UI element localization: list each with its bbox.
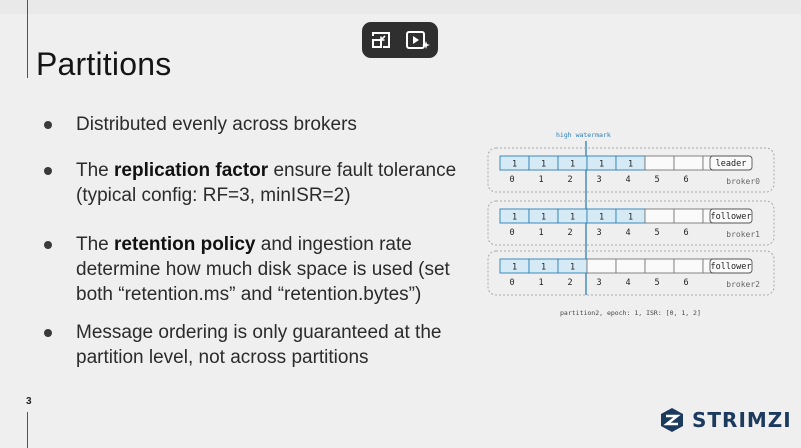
offset-label: 5 [654,278,660,288]
offset-label: 1 [538,228,544,238]
log-cell-empty [674,156,703,170]
picture-in-picture-icon [369,28,393,52]
bullet-dot [44,167,52,175]
logo-text: STRIMZI [692,408,792,432]
offset-label: 0 [509,175,515,185]
log-cell-empty [674,259,703,273]
log-cell-empty [645,259,674,273]
play-sparkle-button[interactable] [405,28,429,52]
offset-label: 3 [596,228,602,238]
offset-label: 2 [567,228,573,238]
footer-rule [27,412,28,448]
offset-label: 3 [596,175,602,185]
log-cell-empty [616,259,645,273]
top-band [0,0,801,14]
bullet-dot [44,329,52,337]
log-cell-value: 1 [511,159,518,170]
log-cell-value: 1 [511,262,518,273]
log-cell-value: 1 [569,262,576,273]
bullet-dot [44,241,52,249]
slide-title: Partitions [36,46,172,82]
play-sparkle-icon [405,28,431,52]
log-cell-value: 1 [569,212,576,223]
bullet-text: Distributed evenly across brokers [76,114,357,135]
title-rule [27,0,28,78]
offset-label: 5 [654,228,660,238]
bullet-text: The retention policy and ingestion rate determine how much disk space is used (set both “retention.ms” and “retention.bytes”) [76,234,450,305]
log-cell-value: 1 [540,212,547,223]
log-cell-value: 1 [627,212,634,223]
log-cell-empty [645,156,674,170]
log-cell-value: 1 [540,159,547,170]
broker-name-label: broker2 [726,280,760,289]
offset-label: 6 [683,228,689,238]
bold-term: retention policy [114,234,256,255]
offset-label: 0 [509,228,515,238]
bold-term: replication factor [114,160,269,181]
broker-role-label: follower [710,262,752,272]
bullet-text: Message ordering is only guaranteed at the partition level, not across partitions [76,322,442,368]
offset-label: 4 [625,278,631,288]
offset-label: 1 [538,175,544,185]
offset-label: 1 [538,278,544,288]
broker-role-label: leader [715,159,747,169]
page-number: 3 [26,396,32,407]
log-cell-empty [587,259,616,273]
log-cell-value: 1 [540,262,547,273]
log-cell-empty [674,209,703,223]
offset-label: 6 [683,278,689,288]
offset-label: 2 [567,278,573,288]
log-cell-value: 1 [598,159,605,170]
bullet-dot [44,121,52,129]
partition-caption: partition2, epoch: 1, ISR: [0, 1, 2] [560,309,701,317]
watermark-label: high watermark [556,131,611,139]
offset-label: 2 [567,175,573,185]
video-overlay-controls [362,22,438,58]
replication-diagram [486,125,782,325]
strimzi-logo-icon [658,406,686,434]
offset-label: 4 [625,175,631,185]
offset-label: 6 [683,175,689,185]
strimzi-logo [658,406,792,434]
broker-name-label: broker1 [726,230,760,239]
offset-label: 3 [596,278,602,288]
log-cell-value: 1 [511,212,518,223]
offset-label: 4 [625,228,631,238]
picture-in-picture-button[interactable] [369,28,393,52]
offset-label: 5 [654,175,660,185]
log-cell-empty [645,209,674,223]
bullet-text: The replication factor ensure fault tolerance (typical config: RF=3, minISR=2) [76,160,457,206]
offset-label: 0 [509,278,515,288]
broker-name-label: broker0 [726,177,760,186]
log-cell-value: 1 [598,212,605,223]
log-cell-value: 1 [627,159,634,170]
log-cell-value: 1 [569,159,576,170]
broker-role-label: follower [710,212,752,222]
